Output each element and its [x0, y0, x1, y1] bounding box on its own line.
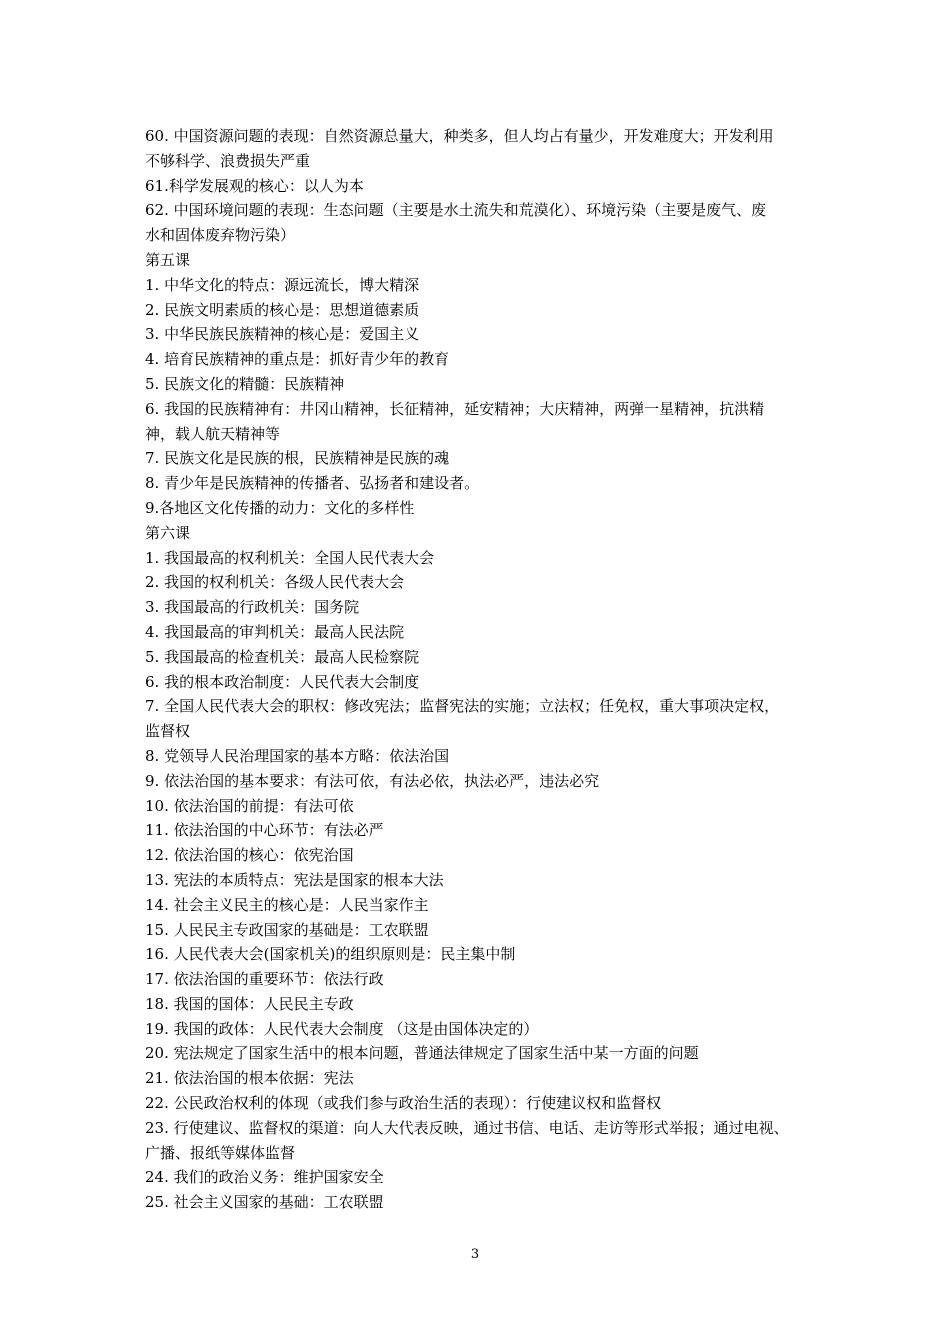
list-item: 9.各地区文化传播的动力：文化的多样性: [145, 498, 415, 517]
section-heading-lesson-6: 第六课: [145, 523, 191, 542]
list-item: 4. 我国最高的审判机关：最高人民法院: [145, 622, 405, 641]
list-item: 5. 民族文化的精髓：民族精神: [145, 374, 345, 393]
list-item: 8. 党领导人民治理国家的基本方略：依法治国: [145, 746, 450, 765]
list-item: 23. 行使建议、监督权的渠道：向人大代表反映，通过书信、电话、走访等形式举报；通过电视、: [145, 1118, 789, 1137]
list-item: 21. 依法治国的根本依据：宪法: [145, 1069, 354, 1088]
list-item-continuation: 神，载人航天精神等: [145, 424, 281, 443]
text-line-62b: 水和固体废弃物污染）: [145, 226, 296, 245]
list-item: 15. 人民民主专政国家的基础是：工农联盟: [145, 920, 429, 939]
list-item: 5. 我国最高的检查机关：最高人民检察院: [145, 647, 420, 666]
list-item: 22. 公民政治权利的体现（或我们参与政治生活的表现）：行使建议权和监督权: [145, 1094, 662, 1113]
list-item: 1. 我国最高的权利机关：全国人民代表大会: [145, 548, 435, 567]
list-item: 20. 宪法规定了国家生活中的根本问题，普通法律规定了国家生活中某一方面的问题: [145, 1044, 699, 1063]
list-item: 17. 依法治国的重要环节：依法行政: [145, 970, 384, 989]
list-item: 11. 依法治国的中心环节：有法必严: [145, 821, 384, 840]
list-item: 3. 中华民族民族精神的核心是：爱国主义: [145, 325, 420, 344]
list-item: 18. 我国的国体：人民民主专政: [145, 994, 354, 1013]
list-item: 10. 依法治国的前提：有法可依: [145, 796, 354, 815]
document-body: [145, 124, 817, 1215]
list-item: 2. 民族文明素质的核心是：思想道德素质: [145, 300, 420, 319]
list-item: 14. 社会主义民主的核心是：人民当家作主: [145, 895, 429, 914]
list-item: 4. 培育民族精神的重点是：抓好青少年的教育: [145, 350, 450, 369]
section-heading-lesson-5: 第五课: [145, 250, 191, 269]
list-item: 19. 我国的政体：人民代表大会制度 （这是由国体决定的）: [145, 1019, 539, 1038]
list-item-continuation: 广播、报纸等媒体监督: [145, 1143, 296, 1162]
list-item: 13. 宪法的本质特点：宪法是国家的根本大法: [145, 870, 444, 889]
text-line-61: 61.科学发展观的核心：以人为本: [145, 176, 364, 195]
list-item: 2. 我国的权利机关：各级人民代表大会: [145, 573, 405, 592]
list-item: 7. 民族文化是民族的根，民族精神是民族的魂: [145, 449, 450, 468]
list-item-continuation: 监督权: [145, 722, 191, 741]
list-item: 24. 我们的政治义务：维护国家安全: [145, 1168, 384, 1187]
list-item: 7. 全国人民代表大会的职权：修改宪法；监督宪法的实施；立法权；任免权，重大事项决定权，: [145, 697, 780, 716]
text-line-60b: 不够科学、浪费损失严重: [145, 151, 311, 170]
list-item: 3. 我国最高的行政机关：国务院: [145, 598, 360, 617]
list-item: 9. 依法治国的基本要求：有法可依，有法必依，执法必严，违法必究: [145, 771, 600, 790]
list-item: 25. 社会主义国家的基础：工农联盟: [145, 1193, 384, 1212]
text-line-62a: 62. 中国环境问题的表现：生态问题（主要是水土流失和荒漠化）、环境污染（主要是废气、废: [145, 201, 767, 220]
list-item: 8. 青少年是民族精神的传播者、弘扬者和建设者。: [145, 474, 480, 493]
page-number: 3: [470, 1247, 480, 1262]
list-item: 1. 中华文化的特点：源远流长，博大精深: [145, 275, 420, 294]
list-item: 16. 人民代表大会(国家机关)的组织原则是：民主集中制: [145, 945, 516, 964]
list-item: 12. 依法治国的核心：依宪治国: [145, 846, 354, 865]
list-item: 6. 我国的民族精神有：井冈山精神，长征精神，延安精神；大庆精神，两弹一星精神，抗洪精: [145, 399, 765, 418]
text-line-60a: 60. 中国资源问题的表现：自然资源总量大，种类多，但人均占有量少，开发难度大；开发利用: [145, 127, 774, 145]
list-item: 6. 我的根本政治制度：人民代表大会制度: [145, 672, 420, 691]
